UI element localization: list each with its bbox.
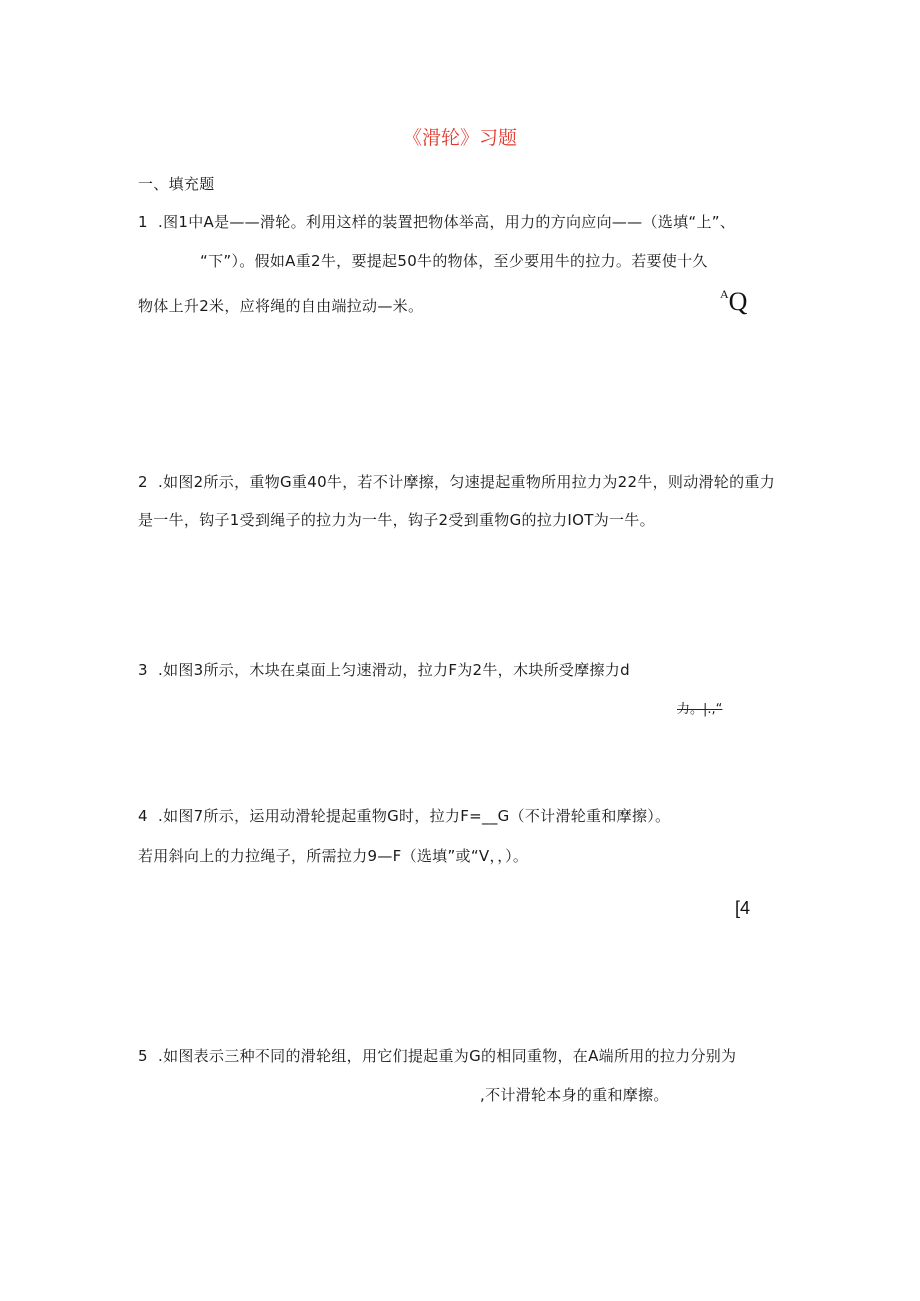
question-1-line-3: 物体上升2米，应将绳的自由端拉动—米。 [138, 297, 424, 315]
question-1-line-2: “下”）。假如A重2牛，要提起50牛的物体，至少要用牛的拉力。若要使十久 [200, 252, 708, 270]
question-1-text-1: .图1中A是——滑轮。利用这样的装置把物体举高，用力的方向应向——（选填“上”、 [158, 213, 736, 231]
question-5-line-2: ,不计滑轮本身的重和摩擦。 [480, 1086, 669, 1104]
figure-1-label-superscript: A [720, 287, 729, 301]
question-4-number: 4 [138, 807, 148, 825]
question-3-number: 3 [138, 661, 148, 679]
question-1-line-1 [138, 212, 735, 232]
question-2-line-2: 是一牛，钩子1受到绳子的拉力为一牛，钩子2受到重物G的拉力IOT为一牛。 [138, 511, 655, 529]
question-3-text-1: .如图3所示，木块在桌面上匀速滑动，拉力F为2牛，木块所受摩擦力d [158, 661, 630, 679]
question-2-line-1 [138, 472, 775, 492]
question-2-number: 2 [138, 473, 148, 491]
question-4-line-2: 若用斜向上的力拉绳子，所需拉力9—F（选填”或“V，，）。 [138, 847, 529, 865]
question-4-line-1 [138, 806, 670, 826]
figure-1-label-letter: Q [728, 287, 748, 316]
question-4-text-1: .如图7所示，运用动滑轮提起重物G时，拉力F=__G（不计滑轮重和摩擦）。 [158, 807, 671, 825]
figure-3-fragment: 力。|.,“ [677, 702, 723, 717]
page-title: 《滑轮》习题 [402, 127, 517, 149]
question-5-line-1 [138, 1046, 736, 1066]
figure-1-label [720, 287, 747, 317]
question-1-number: 1 [138, 213, 148, 231]
question-5-text-1: .如图表示三种不同的滑轮组，用它们提起重为G的相同重物，在A端所用的拉力分别为 [158, 1047, 737, 1065]
question-5-number: 5 [138, 1047, 148, 1065]
section-heading: 一、填充题 [138, 175, 215, 193]
question-2-text-1: .如图2所示，重物G重40牛，若不计摩擦，匀速提起重物所用拉力为22牛，则动滑轮的重力 [158, 473, 776, 491]
question-3-line-1 [138, 660, 630, 680]
figure-4-label: [4 [735, 898, 751, 918]
